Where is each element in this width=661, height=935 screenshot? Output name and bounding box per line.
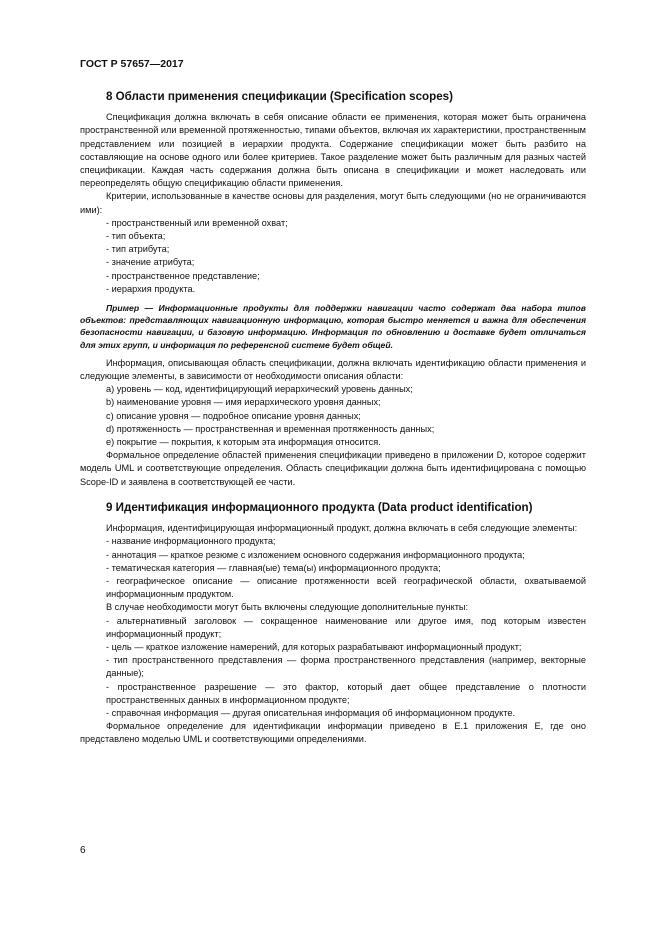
page-number: 6 (80, 845, 86, 856)
section-8-paragraph-4: Формальное определение областей применения спецификации приведено в приложении D, которое содержит модель UML и соответствующие определения. Область спецификации должна быть идентифицирована с помощью Scope-ID и заявлена в соответствующей ее части. (80, 450, 586, 487)
section-8-paragraph-1: Спецификация должна включать в себя описание области ее применения, которая может быть ограничена пространственной или временной протяженностью, типами объектов, включая их характеристики, пространственным представлением или позицией в иерархии продукта. Содержание спецификации может быть разбито на составляющие на основе одного или более критериев. Такое разделение может быть различным для разных частей спецификации. Каждая часть содержания должна быть описана в спецификации и может наследовать или переопределять общую спецификацию области применения. (80, 112, 586, 189)
list-item: - значение атрибута; (106, 257, 195, 268)
list-item: b) наименование уровня — имя иерархического уровня данных; (106, 397, 381, 408)
list-item: - название информационного продукта; (106, 536, 276, 547)
scope-elements-list (80, 383, 586, 449)
section-8-paragraph-2: Критерии, использованные в качестве основы для разделения, могут быть следующими (но не ограничиваются ими): (80, 191, 586, 215)
list-item: d) протяженность — пространственная и временная протяженность данных; (106, 423, 435, 434)
section-9-paragraph-1: Информация, идентифицирующая информационный продукт, должна включать в себя следующие элементы: (106, 523, 578, 534)
section-9-title: 9 Идентификация информационного продукта (Data product identification) (106, 500, 533, 514)
list-item: - тип пространственного представления — форма пространственного представления (например, векторные данные); (106, 655, 586, 679)
list-item: - пространственное представление; (106, 270, 260, 281)
list-item: - пространственный или временной охват; (106, 217, 288, 228)
section-9-paragraph-3: Формальное определение для идентификации информации приведено в E.1 приложения E, где оно представлено моделью UML и соответствующими определениями. (80, 721, 586, 745)
list-item: - иерархия продукта. (106, 283, 196, 294)
section-8-paragraph-3: Информация, описывающая область спецификации, должна включать идентификацию области применения и следующие элементы, в зависимости от необходимости описания области: (80, 357, 586, 382)
document-id: ГОСТ Р 57657—2017 (80, 58, 184, 70)
list-item: e) покрытие — покрытия, к которым эта информация относится. (106, 437, 381, 448)
list-item: - цель — краткое изложение намерений, для которых разрабатывают информационный продукт; (106, 641, 522, 652)
required-elements-list (80, 535, 586, 601)
list-item: - аннотация — краткое резюме с изложением основного содержания информационного продукта; (106, 549, 525, 560)
list-item: - тематическая категория — главная(ые) тема(ы) информационного продукта; (106, 562, 441, 573)
list-item: - географическое описание — описание протяженности всей географической области, охватываемой информационным продуктом. (106, 575, 586, 600)
list-item: - пространственное разрешение — это фактор, который дает общее представление о плотности пространственных данных в информационном продукте; (106, 681, 586, 705)
list-item: - тип атрибута; (106, 244, 170, 255)
list-item: - справочная информация — другая описательная информация об информационном продукте. (106, 707, 516, 718)
section-9-paragraph-2: В случае необходимости могут быть включены следующие дополнительные пункты: (106, 602, 469, 613)
optional-elements-list (80, 615, 586, 721)
list-item: a) уровень — код, идентифицирующий иерархический уровень данных; (106, 384, 413, 395)
example-note: Пример — Информационные продукты для поддержки навигации часто содержат два набора типов объектов: представляющих навигационную информацию, которая быстро меняется и важна для обеспечения безопасности навигации, и базовую информацию. Информация по обновлению и доставке будет отличаться для этих групп, и информация по референсной системе будет общей. (80, 303, 586, 350)
list-item: c) описание уровня — подробное описание уровня данных; (106, 410, 361, 421)
list-item: - тип объекта; (106, 231, 166, 242)
section-8-title: 8 Области применения спецификации (Specification scopes) (106, 90, 453, 103)
list-item: - альтернативный заголовок — сокращенное наименование или другое имя, под которым известен информационный продукт; (106, 615, 586, 639)
criteria-list (80, 217, 586, 296)
page-content (80, 90, 586, 747)
